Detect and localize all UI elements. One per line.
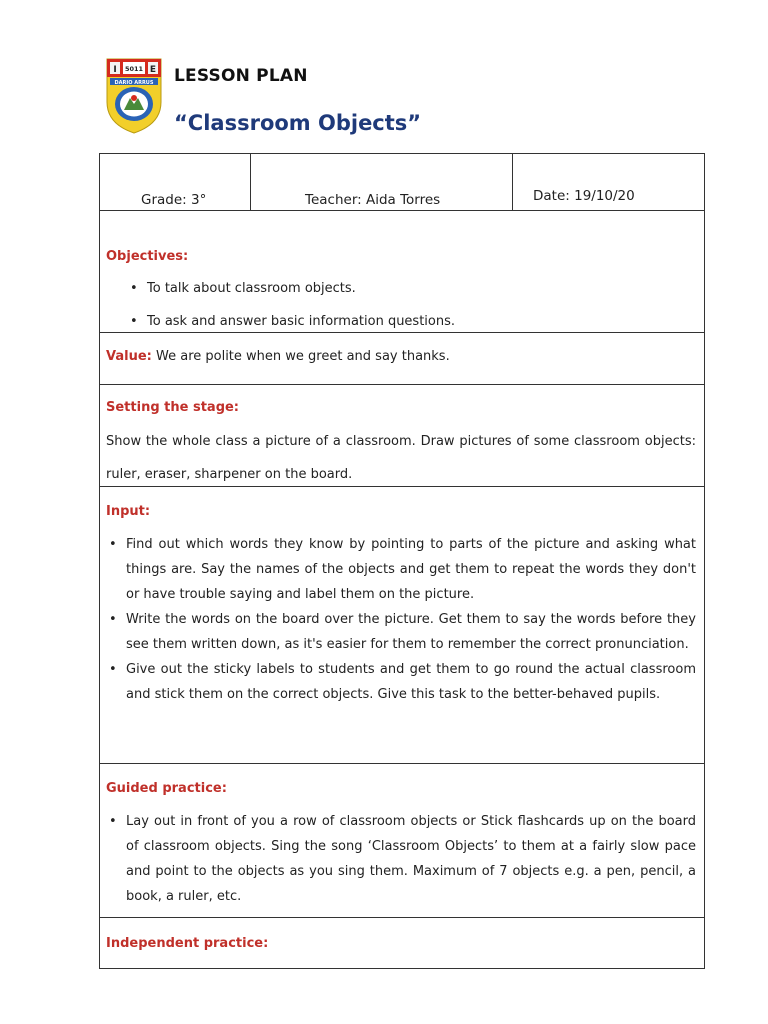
value-label: Value: bbox=[106, 349, 152, 364]
crest-number: 5011 bbox=[124, 65, 144, 73]
crest-school-name: DARIO ARRUS bbox=[114, 80, 154, 86]
grade-cell bbox=[100, 154, 251, 210]
date-cell bbox=[513, 154, 704, 210]
info-row bbox=[100, 154, 704, 211]
input-row bbox=[100, 487, 704, 764]
guided-practice-label: Guided practice: bbox=[106, 781, 227, 796]
list-item: • Find out which words they know by pointing to parts of the picture and asking what things are. Say the names of the objects and get them to repeat the words they don't or have trouble saying and label them on the picture. bbox=[106, 532, 696, 607]
guided-practice-row bbox=[100, 764, 704, 918]
setting-the-stage-label: Setting the stage: bbox=[106, 400, 240, 415]
independent-practice-label: Independent practice: bbox=[106, 936, 269, 951]
grade-text: Grade: 3° bbox=[141, 192, 207, 208]
value-line bbox=[106, 349, 450, 364]
setting-the-stage-row bbox=[100, 385, 704, 487]
input-label: Input: bbox=[106, 504, 151, 519]
list-item: • Give out the sticky labels to students and get them to go round the actual classroom and stick them on the correct objects. Give this task to the better-behaved pupils. bbox=[106, 657, 696, 707]
objectives-row bbox=[100, 211, 704, 333]
value-text: We are polite when we greet and say thanks. bbox=[156, 349, 450, 364]
lesson-plan-table bbox=[99, 153, 705, 969]
list-item: • Write the words on the board over the picture. Get them to say the words before they see them written down, as it's easier for them to remember the correct pronunciation. bbox=[106, 607, 696, 657]
doc-type-heading: LESSON PLAN bbox=[174, 66, 308, 86]
school-crest-logo bbox=[106, 58, 162, 134]
input-list bbox=[106, 532, 696, 707]
teacher-cell bbox=[251, 154, 513, 210]
list-item: • To talk about classroom objects. bbox=[127, 272, 455, 305]
teacher-text: Teacher: Aida Torres bbox=[305, 192, 441, 208]
guided-practice-list bbox=[106, 809, 696, 909]
lesson-title: “Classroom Objects” bbox=[174, 111, 422, 135]
setting-the-stage-text: Show the whole class a picture of a classroom. Draw pictures of some classroom objects: ruler, eraser, sharpener on the board. bbox=[106, 434, 696, 482]
independent-practice-row bbox=[100, 918, 704, 968]
objectives-list bbox=[127, 272, 455, 338]
list-item: • To ask and answer basic information questions. bbox=[127, 305, 455, 338]
list-item: • Lay out in front of you a row of classroom objects or Stick flashcards up on the board of classroom objects. Sing the song ‘Classroom Objects’ to them at a fairly slow pace and point to the objects as you sing them. Maximum of 7 objects e.g. a pen, pencil, a book, a ruler, etc. bbox=[106, 809, 696, 909]
objectives-label: Objectives: bbox=[106, 249, 189, 264]
crest-right-letter: E bbox=[149, 65, 157, 75]
value-row bbox=[100, 333, 704, 385]
crest-left-letter: I bbox=[113, 65, 117, 75]
date-text: Date: 19/10/20 bbox=[533, 188, 635, 204]
